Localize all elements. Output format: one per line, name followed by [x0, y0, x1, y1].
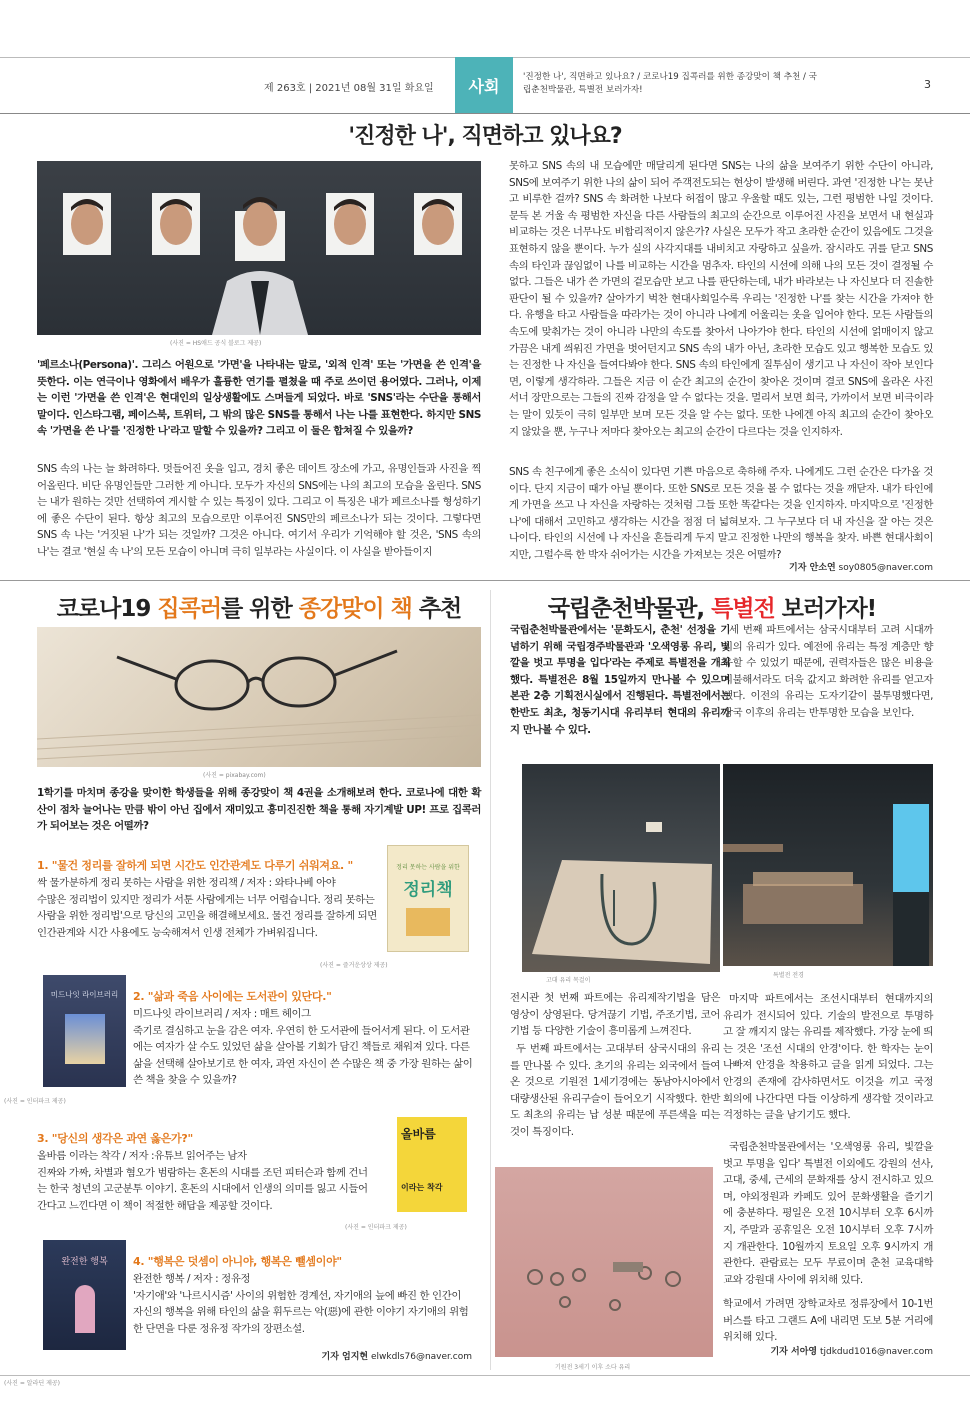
- book-title: 2. "삶과 죽음 사이에는 도서관이 있단다.": [133, 990, 332, 1003]
- book-title: 4. "행복은 덧셈이 아니야, 행복은 뺄셈이야": [133, 1255, 342, 1268]
- article3-col2-bottom-2: 국립춘천박물관에서는 '오색영롱 유리, 빛깔을 벗고 투명을 입다' 특별전 이외에도 강원의 선사, 고대, 중세, 근세의 문화재를 상시 전시하고 있으며, 야외정원과 카페도 있어 문화생활을 즐기기에 충분하다. 평일은 오전 10시부터 오후 6시까지, 주말과 공휴일은 오전 10시부터 오후 7시까지 개관한다. 10월까지 토요일 오후 9시까지 개관한다. 관람료는 모두 무료이며 춘천 교육대학교와 강원대 사이에 위치해 있다.: [723, 1141, 933, 1286]
- article1-title: '진정한 나', 직면하고 있나요?: [348, 124, 622, 149]
- book-cover: [43, 1240, 126, 1350]
- article3-col2-bottom-3: 학교에서 가려면 장학교차로 정류장에서 10-1번 버스를 타고 그랜드 A에 내리면 도보 5분 거리에 위치해 있다.: [723, 1298, 933, 1344]
- book-cover-illustration: [65, 1014, 105, 1064]
- book-cover: [43, 975, 126, 1087]
- book-desc: 진짜와 가짜, 차별과 혐오가 범람하는 혼돈의 시대를 조던 피터슨과 함께 건너는 한국 청년의 고군분투 이야기. 혼돈의 시대에서 인생의 의미를 잃고 시들어간다고 느낀다면 이 책이 적절한 해답을 제공할 것이다.: [37, 1166, 368, 1212]
- article3-lead: 국립춘천박물관에서는 '문화도시, 춘천' 선정을 기념하기 위해 국립경주박물관과 '오색영롱 유리, 빛깔을 벗고 투명을 입다'라는 주제로 특별전을 개최했다. 특별전은 8월 15일까지 만나볼 수 있으며 본관 2층 기획전시실에서 진행된다. 특별전에서는 한반도 최초, 청동기시대 유리부터 현대의 유리까지 만나볼 수 있다.: [510, 624, 730, 736]
- article1-byline: [700, 560, 933, 573]
- book-cover-caption: (사진 = 즐거운상상 제공): [320, 962, 388, 969]
- book-item: [37, 857, 377, 941]
- book-desc: 죽기로 결심하고 눈을 감은 여자. 우연히 한 도서관에 들어서게 된다. 이 도서관에는 여자가 살 수도 있었던 삶을 살아볼 기회가 담긴 책들로 채워져 있다. 다른 삶을 선택해 살아보기로 한 여자, 과연 자신이 쓴 수많은 책 중 가장 원하는 삶이 쓴 책을 찾을 수 있을까?: [133, 1024, 473, 1087]
- article2-photo: [37, 627, 481, 767]
- header-bottom-rule: [0, 113, 970, 114]
- header-contents: '진정한 나', 직면하고 있나요? / 코로나19 집콕러를 위한 종강맞이 책 추천 / 국립춘천박물관, 특별전 보러가자!: [523, 72, 817, 95]
- article1-byline-email: soy0805@naver.com: [838, 563, 933, 573]
- article3-photo3-caption: 기원전 3세기 이후 소다 유리: [555, 1364, 631, 1371]
- persona-masks-illustration: [37, 161, 481, 335]
- article2-title-part: 코로나19: [56, 596, 158, 622]
- book-cover-title: 미드나잇 라이브러리: [50, 990, 119, 999]
- article3-col1-mid: 전시관 첫 번째 파트에는 유리제작기법을 담은 영상이 상영된다. 당겨끊기 기법, 주조기법, 코어기법 등 다양한 기술이 흥미롭게 느껴진다.: [510, 992, 720, 1038]
- article2-title: [37, 590, 481, 623]
- article2-byline-email: elwkdls76@naver.com: [370, 1352, 472, 1362]
- article3-byline-email: tjdkdud1016@naver.com: [819, 1347, 933, 1357]
- book-cover-illustration: [406, 908, 450, 936]
- article2-title-highlight: 종강맞이 책: [298, 596, 412, 622]
- exhibition-hall-illustration: [723, 764, 933, 966]
- book-cover: [397, 1117, 467, 1212]
- article3-title-highlight: 특별전: [711, 596, 775, 622]
- book-meta: 미드나잇 라이브러리 / 저자 : 매트 헤이그: [133, 1008, 311, 1020]
- article2-photo-caption: (사진 = pixabay.com): [203, 772, 266, 779]
- book-cover-caption: (사진 = 인터파크 제공): [345, 1224, 407, 1231]
- necklace-display-illustration: [522, 764, 720, 972]
- article3-col2-top: 세 번째 파트에서는 삼국시대부터 고려 시대까지의 유리가 있다. 예전에 유리는 특정 계층만 향유할 수 있었기 때문에, 권력자들은 많은 비용을 지불해서라도 더욱 값지고 화려한 유리를 얻고자 했다. 이전의 유리는 도자기같이 불투명했다면, 삼국 이후의 유리는 반투명한 모습을 보인다.: [723, 624, 933, 719]
- book-meta: 완전한 행복 / 저자 : 정유정: [133, 1273, 251, 1285]
- article3-col1-mid2: 두 번째 파트에서는 고대부터 삼국시대의 유리를 만나볼 수 있다. 초기의 유리는 외국에서 들여온 것으로 기원전 1세기경에는 동남아시아에서 대량생산된 유리구슬이 들어오기 시작했다. 한반도 최초의 유리는 납 성분 때문에 푸른색을 띠는 것이 특징이다.: [510, 1043, 720, 1138]
- article3-col2-bottom-1: 마지막 파트에서는 조선시대부터 현대까지의 유리가 전시되어 있다. 기술의 발전으로 투명하고 잘 깨지지 않는 유리를 제작했다. 가장 눈에 띄는 것은 '조선 시대의 안경'이다. 한 학자는 눈이 나빠져 안경을 착용하고 글을 읽게 되었다. 그는 안경의 존재에 감사하면서도 이것을 끼고 국정 회의에 나간다면 다들 이상하게 생각할 것이라고 걱정하는 글을 남기기도 했다.: [723, 993, 933, 1122]
- article3-byline-name: 기자 서아영: [770, 1347, 818, 1357]
- book-title: 1. "물건 정리를 잘하게 되면 시간도 인간관계도 다루기 쉬워져요. ": [37, 859, 353, 872]
- soda-glass-display-illustration: [495, 1167, 713, 1357]
- article1-body-left: SNS 속의 나는 늘 화려하다. 멋들어진 옷을 입고, 경치 좋은 데이트 장소에 가고, 유명인들과 사진을 찍어올린다. 비단 유명인들만 그러한 게 아니다. 모두가 자신의 SNS에는 나의 최고의 모습을 올린다. SNS는 내가 원하는 것만 선택하여 게시할 수 있는 특징이 있다. 그리고 이 특징은 내가 페르소나를 형성하기에 좋은 수단이 된다. 항상 최고의 모습으로만 이루어진 SNS만의 페르소나가 되는 것이다. 그렇다면 SNS 속 나는 '거짓된 나'가 되는 것일까? 그것은 아니다. 여기서 우리가 기억해야 할 것은, 'SNS 속의 나'는 결코 '현실 속 나'의 모든 모습이 아니며 극히 일부라는 사실이다. 이 사실을 받아들이지: [37, 463, 481, 558]
- glasses-on-book-illustration: [37, 627, 481, 767]
- book-cover-caption: (사진 = 인터파크 제공): [4, 1098, 66, 1105]
- book-cover-subtitle: 정리 못하는 사람을 위한: [396, 864, 460, 871]
- book-desc: 수많은 정리법이 있지만 정리가 서툰 사람에게는 너무 어렵습니다. 정리 못하는 사람을 위한 정리법'으로 당신의 고민을 해결해보세요. 물건 정리를 잘하게 되면 인간관계와 시간 사용에도 능숙해져서 인생 전체가 가벼워집니다.: [37, 893, 377, 939]
- book-desc: '자기애'와 '나르시시즘' 사이의 위험한 경계선, 자기애의 늪에 빠진 한 인간이 자신의 행복을 위해 타인의 삶을 휘두르는 악(惡)에 관한 이야기 자기애의 위험한 단면을 다룬 정유정 작가의 장편소설.: [133, 1289, 469, 1335]
- article2-title-part: 를 위한: [221, 596, 299, 622]
- book-cover-title: 완전한 행복: [61, 1257, 108, 1267]
- article1-byline-name: 기자 안소연: [789, 563, 836, 573]
- article3-title-part: 국립춘천박물관,: [547, 596, 712, 622]
- column-separator: [490, 590, 491, 1370]
- book-cover-illustration: [75, 1285, 95, 1333]
- book-cover-title: 정리책: [403, 880, 453, 900]
- article1-lead: '페르소나(Persona)'. 그리스 어원으로 '가면'을 나타내는 말로, '외적 인격' 또는 '가면을 쓴 인격'을 뜻한다. 이는 연극이나 영화에서 배우가 훌륭한 연기를 펼쳤을 때 주로 쓰이던 용어였다. 그러나, 이제는 이런 '가면을 쓴 인격'은 현대인의 일상생활에도 스며들게 되었다. 바로 'SNS'라는 수단을 통해서 말이다. 인스타그램, 페이스북, 트위터, 그 밖의 많은 SNS를 통해서 나는 나를 표현한다. 하지만 SNS 속 '가면을 쓴 나'를 '진정한 나'라고 말할 수 있을까? 그리고 이 둘은 합쳐질 수 있을까?: [37, 359, 481, 438]
- book-cover-title: 올바름: [401, 1127, 436, 1141]
- section-divider: [0, 580, 970, 581]
- book-title: 3. "당신의 생각은 과연 옳은가?": [37, 1132, 193, 1145]
- book-cover-caption: (사진 = 알라딘 제공): [4, 1380, 61, 1387]
- section-badge: 사회: [455, 57, 513, 113]
- article2-byline: [250, 1349, 472, 1362]
- page-number: 3: [924, 78, 931, 91]
- article3-photo1: [522, 764, 720, 972]
- article2-byline-name: 기자 엄지현: [321, 1352, 369, 1362]
- article2-lead: 1학기를 마치며 종강을 맞이한 학생들을 위해 종강맞이 책 4권을 소개해보려 한다. 코로나에 대한 확산이 점차 늘어나는 만큼 밖이 아닌 집에서 재미있고 흥미진진한 책을 통해 자기계발 UP! 프로 집콕러가 되어보는 것은 어떨까?: [37, 787, 481, 833]
- article1-body-right-2: SNS 속 친구에게 좋은 소식이 있다면 기쁜 마음으로 축하해 주자. 나에게도 그런 순간은 다가올 것이다. 단지 지금이 때가 아닐 뿐이다. 또한 SNS로 모든 것을 볼 수 없다는 것을 깨닫자. 내가 타인에게 가면을 쓰고 나 자신을 자랑하는 것처럼 그들 또한 똑같다는 것을 인지하자. 마지막으로 '진정한 나'에 대해서 고민하고 생각하는 시간을 점점 더 넓혀보자. 그 누구보다 더 내 자신을 잘 아는 것은 나이다. 타인의 시선에 나 자신을 흔들리게 두지 말고 진정한 나만의 행복을 찾자. 바쁜 현대사회이지만, 그럴수록 한 박자 쉬어가는 시간을 가져보는 것은 어떨까?: [509, 466, 933, 561]
- article3-title-part: 보러가자!: [774, 596, 877, 622]
- book-item: [37, 1130, 377, 1214]
- book-meta: 올바름 이라는 착각 / 저자 :유튜브 읽어주는 남자: [37, 1150, 247, 1162]
- article2-title-part: 추천: [411, 596, 462, 622]
- article1-body-right-1: 못하고 SNS 속의 내 모습에만 매달리게 된다면 SNS는 나의 삶을 보여주기 위한 수단이 아니라, SNS에 보여주기 위한 나의 삶이 되어 주객전도되는 현상이 발생해 버린다. 과연 '진정한 나'는 못난고 비루한 걸까? SNS 속 화려한 나보다 허접이 많고 우울할 때도 있는, 그런 평범한 나일 것이다. 문득 본 거울 속 평범한 자신을 다른 사람들의 최고의 순간으로 이루어진 사진을 보면서 내 현실과 비교하는 것은 너무나도 비합리적이지 않은가? 사실은 모두가 작고 초라한 순간이 있음에도 그것을 표현하지 않을 뿐이다. 누가 실의 사각지대를 내비치고 자랑하고 싶을까. 잠시라도 귀를 닫고 SNS 속의 타인과 끊임없이 나를 비교하는 시간을 멈추자. 타인의 시선에 의해 나의 모든 것이 결정될 수 없다. 그들은 내가 쓴 가면의 겉모습만 보고 나를 판단하는데, 내가 바라보는 나 자신보다 더 진솔한 판단이 될 수 있을까? 살아가기 벅찬 현대사회일수록 우리는 '진정한 나'를 찾는 시간을 가져야 한다. 유행을 타고 사람들을 따라가는 것이 아니라 나에게 어울리는 옷을 입어야 한다. 모든 사람들의 속도에 맞춰가는 것이 아니라 나만의 속도를 찾아서 나아가야 한다. 타인의 시선에 얽매이지 않고 가끔은 내게 씌워진 가면을 벗어던지고 SNS 속의 내가 아닌, 초라한 모습도 있고 행복한 모습도 있는 진정한 나 자신을 들여다봐야 한다. SNS 속의 타인에게 질투심이 생기고 나 자신이 작아 보인다면, 이렇게 생각하라. 그들은 지금 이 순간 최고의 순간이 찾아온 것이며 결코 SNS에 올라온 사진 서너 장만으로는 그들의 진짜 감정을 알 수 없다는 것을. 멀리서 보면 희극, 가까이서 보면 비극이라는 말이 있듯이 극히 일부만 보며 모든 것을 알 수는 없다. 또한 나에겐 아직 최고의 순간이 찾아오지 않았을 뿐, 누구나 저마다 찾아오는 최고의 순간이 다르다는 것을 인지하자.: [509, 160, 933, 438]
- book-item: [133, 988, 473, 1089]
- article1-photo-caption: (사진 = HS애드 공식 블로그 제공): [170, 340, 262, 347]
- article3-byline: [723, 1344, 933, 1357]
- article1-photo: [37, 161, 481, 335]
- article2-title-highlight: 집콕러: [157, 596, 222, 622]
- book-meta: 싹 물가분하게 정리 못하는 사람을 위한 정리책 / 저자 : 와타나베 아야: [37, 877, 336, 889]
- article3-photo2: [723, 764, 933, 966]
- article3-title: [492, 590, 932, 623]
- article3-photo1-caption: 고대 유리 목걸이: [546, 977, 591, 984]
- issue-info: 제 263호 | 2021년 08월 31일 화요일: [264, 83, 434, 94]
- footer-rule: [0, 1375, 970, 1376]
- book-cover: [387, 845, 469, 952]
- article3-photo3: [495, 1167, 713, 1357]
- book-cover-subtitle: 이라는 착각: [401, 1183, 443, 1192]
- article3-photo2-caption: 특별전 전경: [773, 972, 804, 979]
- book-item: [133, 1253, 473, 1337]
